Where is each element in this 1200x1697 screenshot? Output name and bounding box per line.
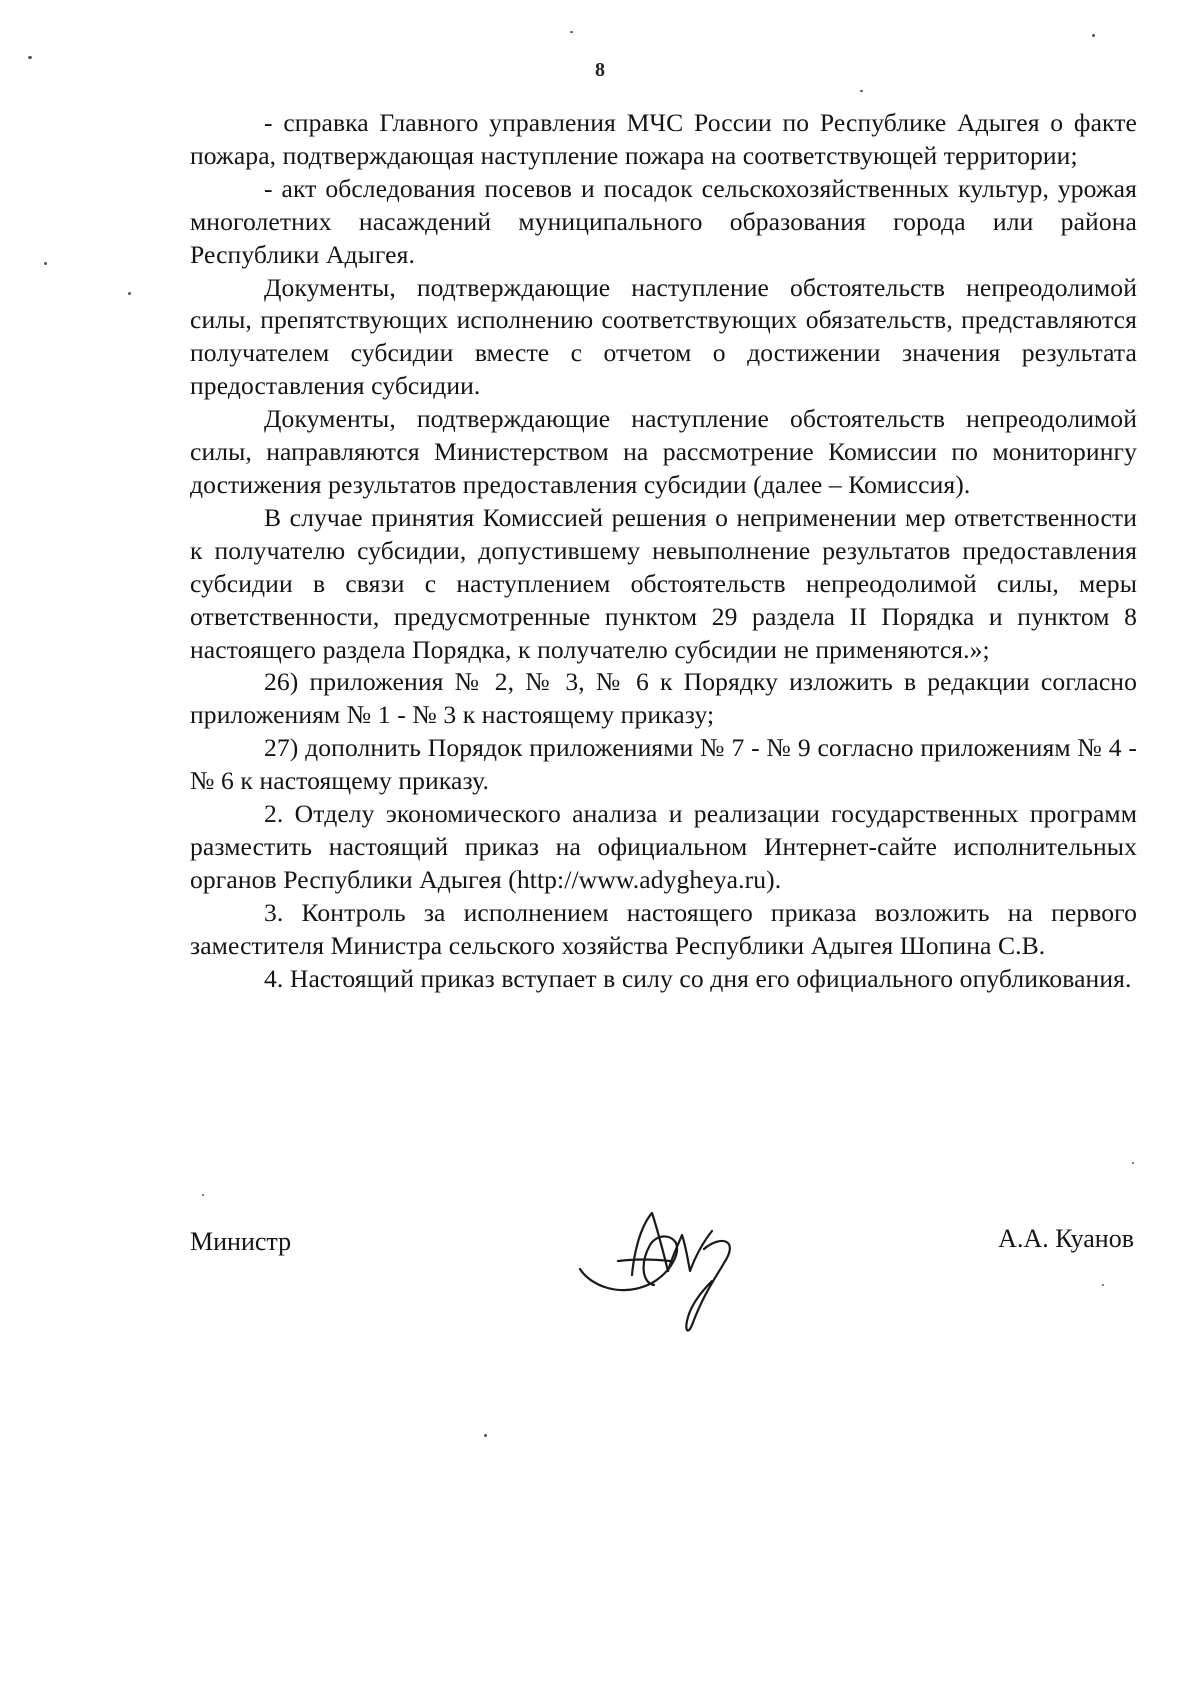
scan-speck <box>44 262 47 265</box>
signature-block <box>0 1205 1200 1335</box>
scan-speck <box>1092 34 1095 37</box>
scan-speck <box>1102 1284 1104 1286</box>
scan-speck <box>1132 1162 1134 1164</box>
paragraph-crop-survey-act: - акт обследования посевов и посадок сельскохозяйственных культур, урожая многолетних насаждений муниципального образования города или района Республики Адыгея. <box>190 173 1137 269</box>
paragraph-item-26: 26) приложения № 2, № 3, № 6 к Порядку изложить в редакции согласно приложениям № 1 - № 3 к настоящему приказу; <box>190 667 1137 730</box>
paragraph-commission-decision: В случае принятия Комиссией решения о неприменении мер ответственности к получателю субсидии, допустившему невыполнение результатов предоставления субсидии в связи с наступлением обстоятельств непреодолимой силы, меры ответственности, предусмотренные пунктом 29 раздела II Порядка и пунктом 8 настоящего раздела Порядка, к получателю субсидии не применяются.»; <box>190 502 1137 664</box>
scan-speck <box>570 31 573 33</box>
paragraph-item-3: 3. Контроль за исполнением настоящего приказа возложить на первого заместителя Министра сельского хозяйства Республики Адыгея Шопина С.В. <box>190 897 1137 960</box>
paragraph-item-2: 2. Отделу экономического анализа и реализации государственных программ разместить настоящий приказ на официальном Интернет-сайте исполнительных органов Республики Адыгея (http://www.adygheya.ru). <box>190 799 1137 894</box>
page-number: 8 <box>595 59 605 81</box>
paragraph-item-27: 27) дополнить Порядок приложениями № 7 - № 9 согласно приложениям № 4 - № 6 к настоящему приказу. <box>190 733 1137 796</box>
paragraph-documents-commission: Документы, подтверждающие наступление обстоятельств непреодолимой силы, направляются Министерством на рассмотрение Комиссии по мониторингу достижения результатов предоставления субсидии (далее – Комиссия). <box>190 404 1137 499</box>
paragraph-documents-submission: Документы, подтверждающие наступление обстоятельств непреодолимой силы, препятствующих исполнению соответствующих обязательств, представляются получателем субсидии вместе с отчетом о достижении значения результата предоставления субсидии. <box>190 272 1137 401</box>
handwritten-signature <box>572 1205 752 1335</box>
document-body <box>190 107 1137 995</box>
signatory-name: А.А. Куанов <box>998 1224 1134 1253</box>
paragraph-mchs-certificate: - справка Главного управления МЧС России по Республике Адыгея о факте пожара, подтверждающая наступление пожара на соответствующей территории; <box>190 108 1137 170</box>
signatory-title: Министр <box>190 1227 292 1256</box>
scan-speck <box>484 1434 487 1437</box>
paragraph-item-4: 4. Настоящий приказ вступает в силу со дня его официального опубликования. <box>264 963 1132 993</box>
scan-speck <box>28 56 32 59</box>
scan-speck <box>202 1194 204 1196</box>
scan-speck <box>128 292 131 295</box>
scan-speck <box>860 90 863 92</box>
